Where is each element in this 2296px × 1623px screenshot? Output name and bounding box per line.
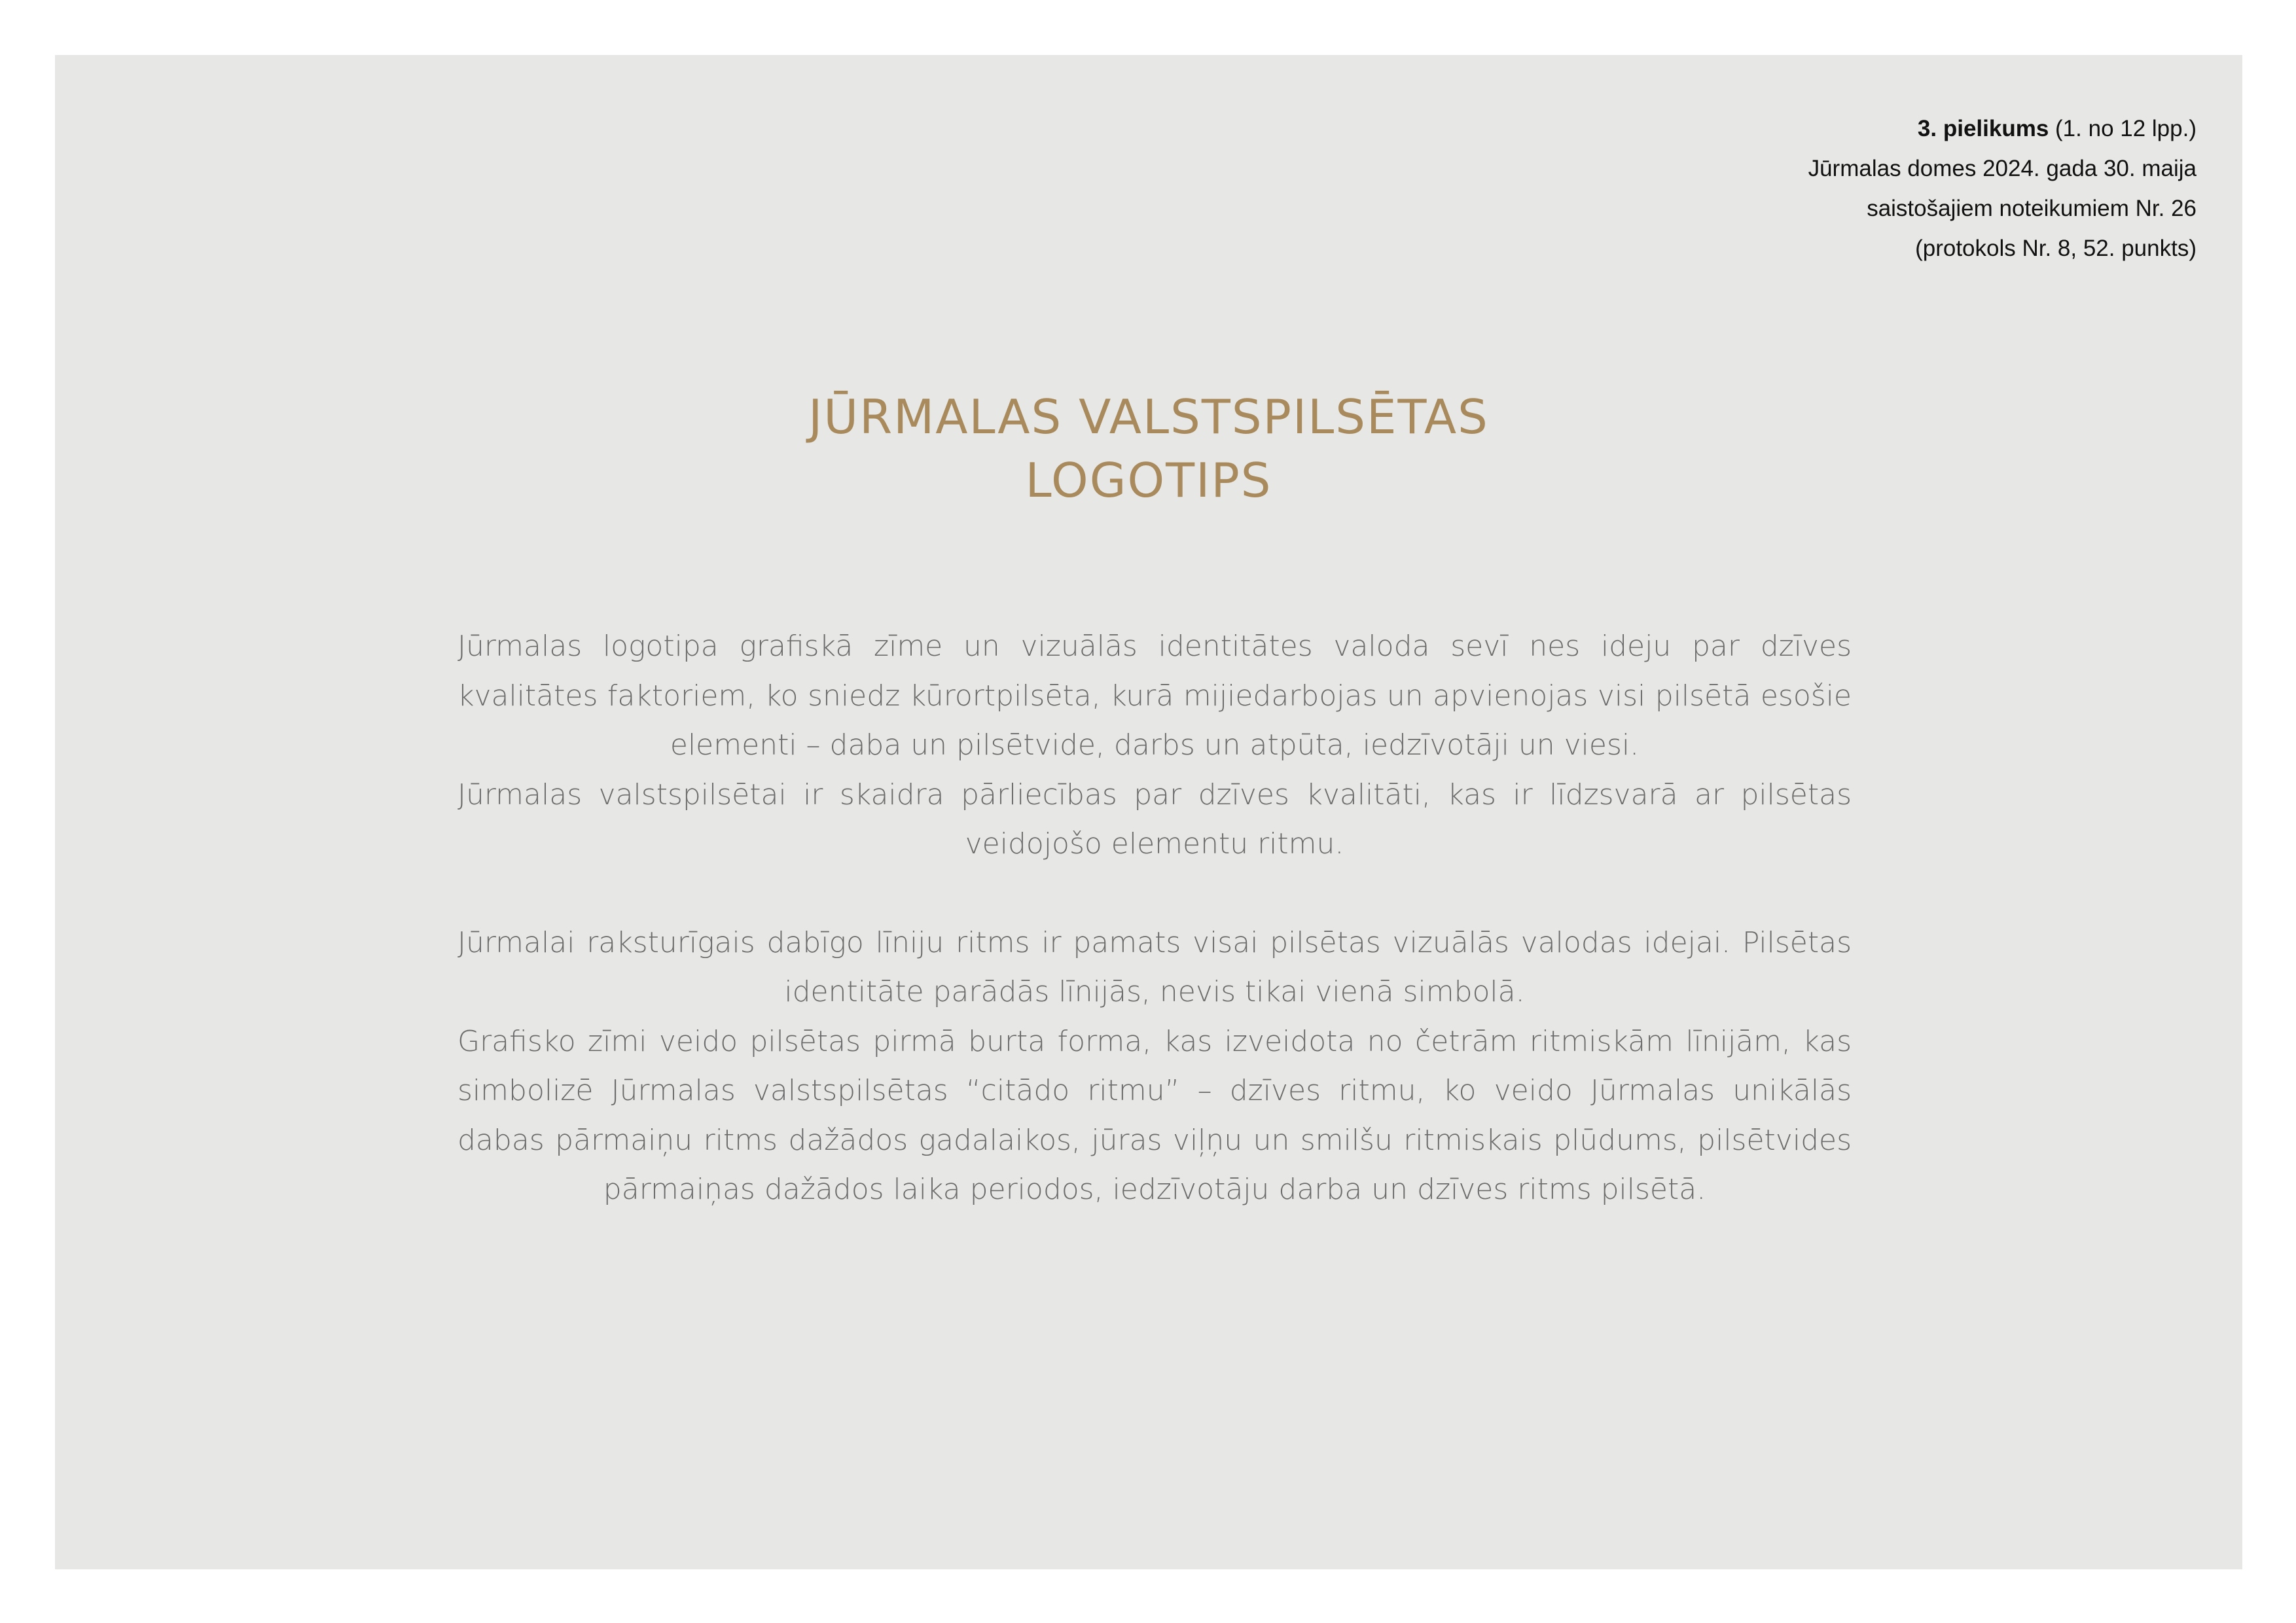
paragraph-logo-meaning: Jūrmalas logotipa grafiskā zīme un vizuālās identitātes valoda sevī nes ideju par dzīves kvalitātes faktoriem, ko sniedz kūrortpilsēta, kurā mijiedarbojas un apvienojas visi pilsētā esošie elementi – daba un pilsētvide, darbs un atpūta, iedzīvotāji un viesi. xyxy=(457,630,1852,762)
paragraph-natural-lines: Jūrmalai raksturīgais dabīgo līniju ritms ir pamats visai pilsētas vizuālās valodas idejai. Pilsētas identitāte parādās līnijās, nevis tikai vienā simbolā. xyxy=(457,925,1852,1008)
annex-reference xyxy=(1607,109,2197,268)
page-title-line-2: LOGOTIPS xyxy=(1025,453,1272,508)
paragraph-quality-of-life: Jūrmalas valstspilsētai ir skaidra pārliecības par dzīves kvalitāti, kas ir līdzsvarā ar pilsētas veidojošo elementu ritmu. xyxy=(457,777,1852,861)
description-text xyxy=(457,622,1852,1215)
paragraph-spacer xyxy=(457,869,1852,918)
paragraph-graphic-sign: Grafisko zīmi veido pilsētas pirmā burta forma, kas izveidota no četrām ritmiskām līnijām, kas simbolizē Jūrmalas valstspilsētas “citādo ritmu” – dzīves ritmu, ko veido Jūrmalas unikālās dabas pārmaiņu ritms dažādos gadalaikos, jūras viļņu un smilšu ritmiskais plūdums, pilsētvides pārmaiņas dažādos laika periodos, iedzīvotāju darba un dzīves ritms pilsētā. xyxy=(457,1024,1852,1206)
annex-protocol: (protokols Nr. 8, 52. punkts) xyxy=(1915,236,2197,261)
page-title xyxy=(55,385,2242,512)
content-panel xyxy=(55,55,2242,1569)
page-title-line-1: JŪRMALAS VALSTSPILSĒTAS xyxy=(808,389,1489,444)
annex-number: 3. pielikums xyxy=(1917,116,2049,141)
annex-header-line xyxy=(1607,109,2197,149)
annex-pages: (1. no 12 lpp.) xyxy=(2055,116,2197,141)
annex-decision-date: Jūrmalas domes 2024. gada 30. maija xyxy=(1808,156,2197,181)
annex-regulation-number: saistošajiem noteikumiem Nr. 26 xyxy=(1867,196,2197,221)
